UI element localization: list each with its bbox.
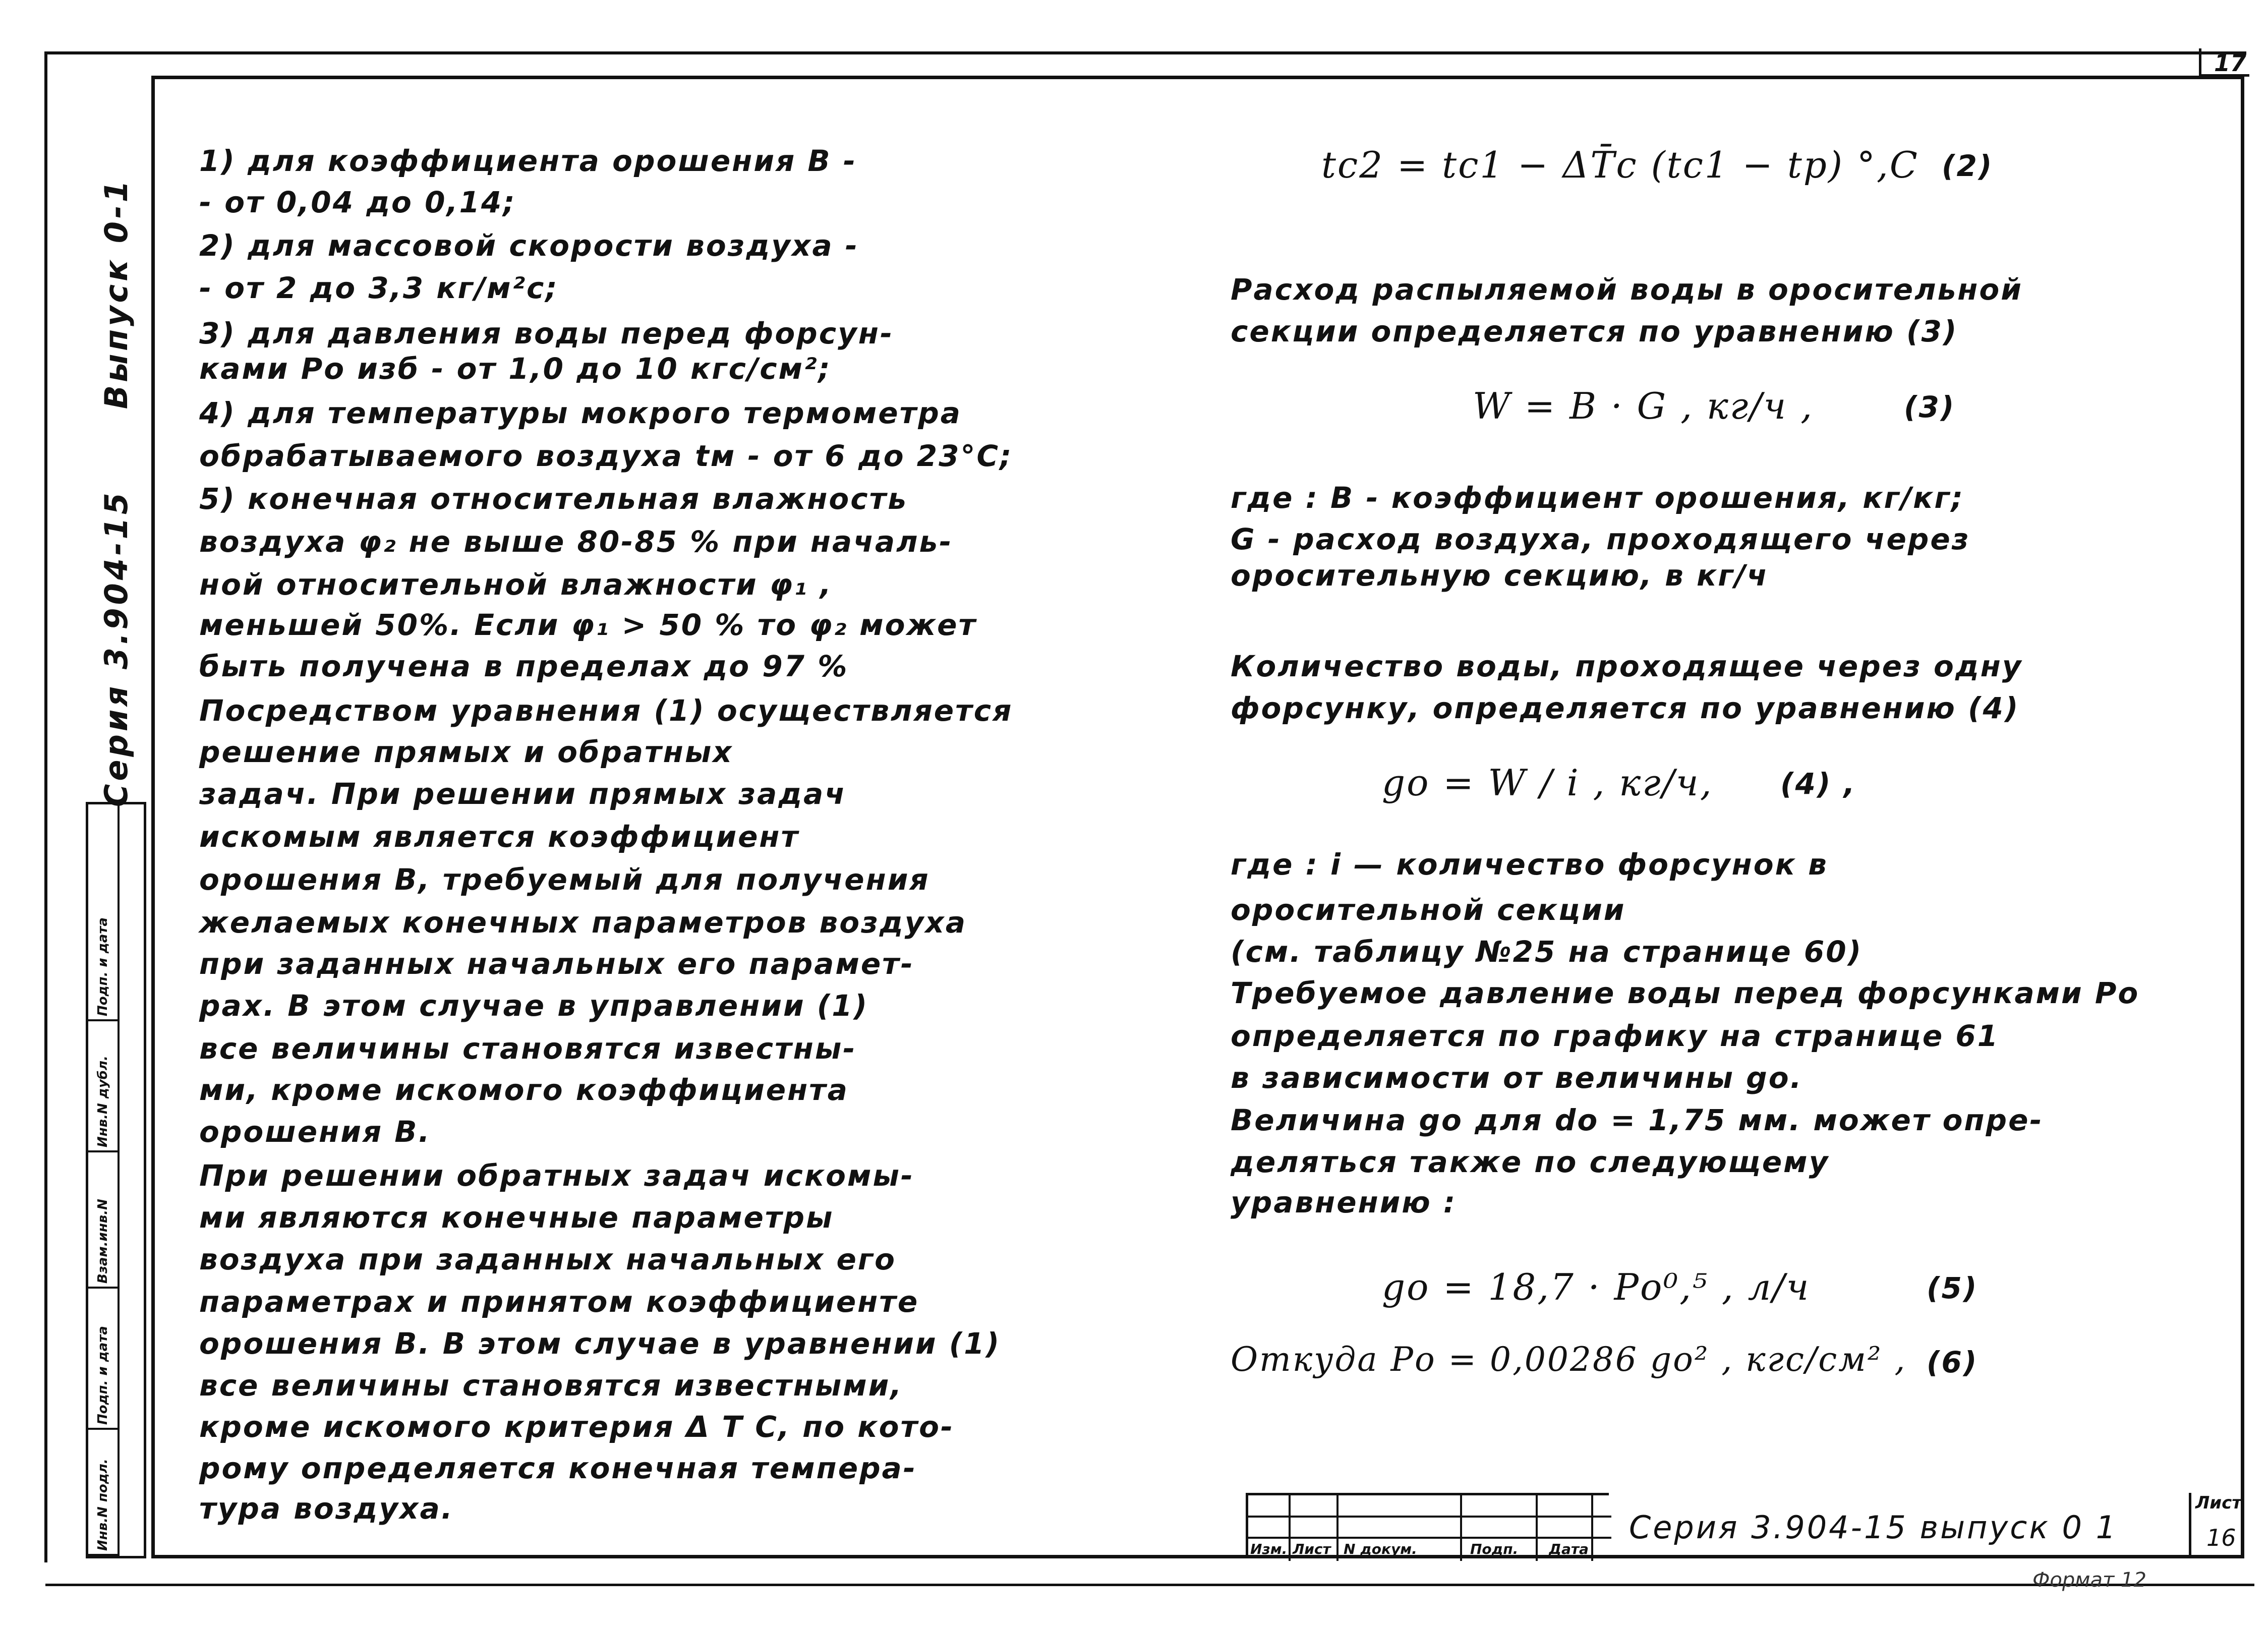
bottom-rule (45, 1584, 2254, 1586)
text-line: При решении обратных задач искомы- (199, 1158, 914, 1193)
equation-number-6: (6) (1927, 1345, 1979, 1379)
text-line: искомым является коэффициент (199, 820, 800, 854)
text-line: при заданных начальных его парамет- (199, 947, 914, 981)
equation-number-3: (3) (1904, 390, 1956, 424)
title-block-grid (1246, 1493, 1609, 1558)
page-number-box (2199, 48, 2249, 77)
text-line: задач. При решении прямых задач (199, 777, 847, 811)
text-line: уравнению : (1231, 1185, 1457, 1220)
formula-6: Откуда Pо = 0,00286 gо² , кгс/см² , (1231, 1340, 1907, 1379)
text-line: 2) для массовой скорости воздуха - (199, 228, 859, 263)
title-block-labels (1248, 1541, 1611, 1557)
text-line: Количество воды, проходящее через одну (1231, 649, 2023, 683)
text-line: тура воздуха. (199, 1491, 454, 1526)
text-line: (см. таблицу №25 на странице 60) (1231, 935, 1863, 969)
stamp-cell: Подп. и дата (88, 1289, 119, 1430)
title-block-series: Серия 3.904-15 выпуск 0 1 (1629, 1509, 2118, 1546)
text-line: Требуемое давление воды перед форсунками Ро (1231, 976, 2140, 1010)
text-line: решение прямых и обратных (199, 735, 733, 769)
text-line: оросительную секцию, в кг/ч (1231, 558, 1769, 593)
formula-3: W = B · G , кг/ч , (1473, 385, 1814, 427)
stamp-cell: Взам.инв.N (88, 1152, 119, 1289)
sheet-number-box (2189, 1493, 2244, 1558)
text-line: форсунку, определяется по уравнению (4) (1231, 691, 2020, 725)
text-line: орошения В. (199, 1115, 431, 1149)
text-line: меньшей 50%. Если φ₁ > 50 % то φ₂ может (199, 608, 977, 642)
title-block (1246, 1493, 2244, 1558)
text-line: кроме искомого критерия Δ T С, по кото- (199, 1410, 955, 1444)
text-line: 5) конечная относительная влажность (199, 482, 908, 516)
stamp-cell: Инв.N дубл. (88, 1021, 119, 1152)
formula-5: gо = 18,7 · Pо⁰,⁵ , л/ч (1382, 1266, 1811, 1308)
formula-2: tс2 = tс1 − ΔT̄с (tс1 − tр) °,С (1321, 144, 1919, 186)
text-line: обрабатываемого воздуха tм - от 6 до 23°С; (199, 439, 1013, 473)
text-line: G - расход воздуха, проходящего через (1231, 522, 1970, 556)
sheet-number: 16 (2206, 1524, 2236, 1551)
equation-number-2: (2) (1942, 149, 1994, 183)
text-line: ками Ро изб - от 1,0 до 10 кгс/см²; (199, 352, 832, 386)
text-line: 4) для температуры мокрого термометра (199, 396, 962, 430)
text-line: - от 2 до 3,3 кг/м²с; (199, 271, 559, 305)
stamp-cell: Подп. и дата (88, 804, 119, 1021)
text-line: все величины становятся известными, (199, 1368, 903, 1403)
text-line: быть получена в пределах до 97 % (199, 649, 849, 683)
text-line: Посредством уравнения (1) осуществляется (199, 693, 1013, 728)
format-label: Формат 12 (2032, 1569, 2146, 1592)
text-line: где : i — количество форсунок в (1231, 847, 1828, 882)
text-line: орошения В. В этом случае в уравнении (1) (199, 1326, 1001, 1361)
tb-col-label: Изм. (1250, 1541, 1288, 1557)
text-line: где : В - коэффициент орошения, кг/кг; (1231, 481, 1964, 515)
text-line: 1) для коэффициента орошения В - (199, 144, 857, 178)
tb-col-label: Дата (1549, 1541, 1589, 1557)
page-number: 17 (2214, 49, 2246, 77)
equation-number-5: (5) (1927, 1271, 1979, 1305)
text-line: воздуха при заданных начальных его (199, 1242, 897, 1276)
text-line: рому определяется конечная темпера- (199, 1451, 917, 1485)
sidebar-series: Серия 3.904-15 (97, 490, 135, 807)
equation-number-4: (4) , (1780, 767, 1856, 801)
text-line: Расход распыляемой воды в оросительной (1231, 272, 2023, 307)
text-line: орошения В, требуемый для получения (199, 862, 930, 897)
text-line: ми, кроме искомого коэффициента (199, 1073, 849, 1107)
text-line: Величина gо для dо = 1,75 мм. может опре- (1231, 1103, 2044, 1137)
text-line: деляться также по следующему (1231, 1145, 1830, 1179)
text-line: все величины становятся известны- (199, 1031, 857, 1066)
text-line: 3) для давления воды перед форсун- (199, 316, 894, 351)
stamp-cell: Инв.N подл. (88, 1430, 119, 1556)
text-line: определяется по графику на странице 61 (1231, 1019, 2000, 1053)
tb-col-label: Подп. (1470, 1541, 1519, 1557)
tb-col-label: Лист (1293, 1541, 1331, 1557)
text-line: ной относительной влажности φ₁ , (199, 567, 833, 602)
approval-stamp (86, 802, 146, 1558)
text-line: параметрах и принятом коэффициенте (199, 1285, 919, 1319)
text-line: ми являются конечные параметры (199, 1200, 834, 1235)
formula-4: gо = W / i , кг/ч, (1382, 762, 1713, 804)
text-line: оросительной секции (1231, 893, 1626, 927)
tb-col-label: N докум. (1344, 1541, 1417, 1557)
text-line: секции определяется по уравнению (3) (1231, 314, 1958, 349)
text-line: воздуха φ₂ не выше 80-85 % при началь- (199, 525, 953, 559)
text-line: в зависимости от величины gо. (1231, 1061, 1803, 1095)
text-line: - от 0,04 до 0,14; (199, 185, 516, 219)
text-line: желаемых конечных параметров воздуха (199, 905, 967, 940)
sheet-label: Лист (2195, 1493, 2242, 1513)
sidebar-title (88, 178, 144, 807)
sidebar-issue: Выпуск 0-1 (97, 178, 135, 410)
text-line: рах. В этом случае в управлении (1) (199, 989, 869, 1023)
